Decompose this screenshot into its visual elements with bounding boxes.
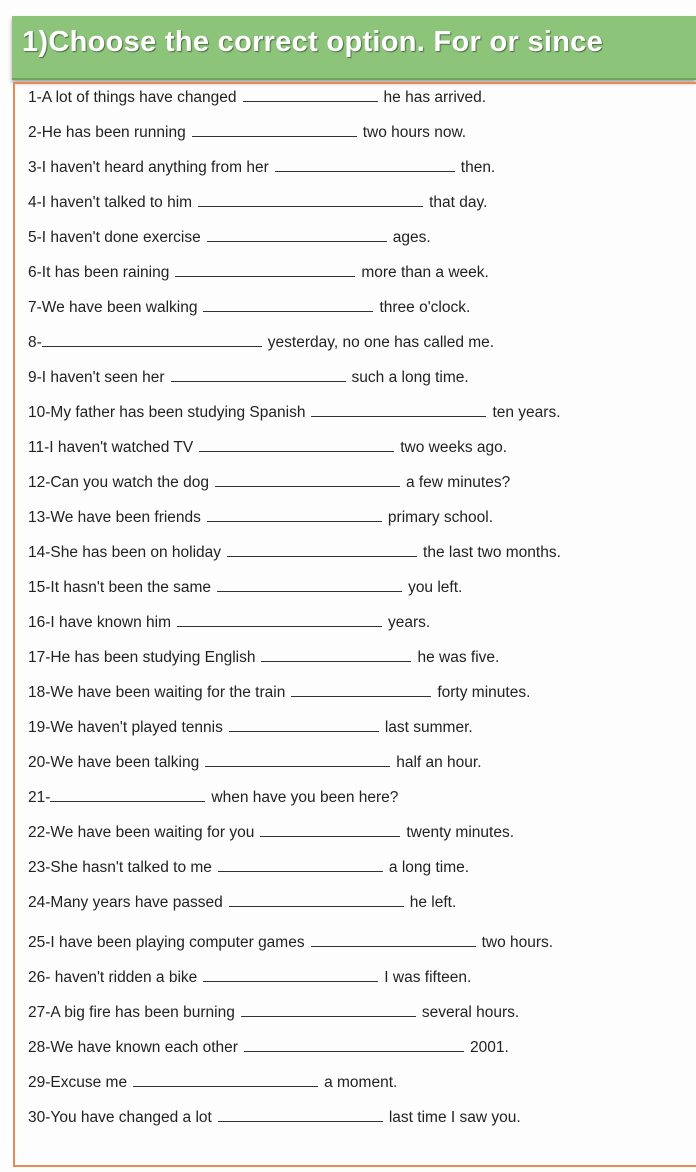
item-prompt: 14-She has been on holiday: [28, 544, 222, 561]
item-prompt: 15-It hasn't been the same: [28, 579, 212, 596]
exercise-item: [28, 1072, 397, 1093]
answer-blank[interactable]: [218, 1107, 383, 1122]
exercise-item: [28, 1002, 519, 1023]
item-prompt: 29-Excuse me: [28, 1074, 128, 1091]
item-prompt: 19-We haven't played tennis: [28, 719, 223, 736]
item-prompt: 9-I haven't seen her: [28, 369, 165, 386]
item-prompt: 20-We have been talking: [28, 754, 200, 771]
answer-blank[interactable]: [229, 892, 404, 907]
answer-blank[interactable]: [275, 157, 455, 172]
exercise-item: [28, 1107, 521, 1128]
item-prompt: 8-: [28, 334, 42, 351]
item-prompt: 10-My father has been studying Spanish: [28, 404, 306, 421]
answer-blank[interactable]: [42, 332, 262, 347]
exercise-item: [28, 472, 510, 493]
answer-blank[interactable]: [217, 577, 402, 592]
item-prompt: 25-I have been playing computer games: [28, 934, 305, 951]
item-continuation: yesterday, no one has called me.: [267, 334, 495, 351]
exercise-item: [28, 682, 530, 703]
item-continuation: a few minutes?: [405, 474, 511, 491]
answer-blank[interactable]: [311, 932, 476, 947]
answer-blank[interactable]: [207, 507, 382, 522]
item-prompt: 24-Many years have passed: [28, 894, 223, 911]
answer-blank[interactable]: [205, 752, 390, 767]
item-prompt: 21-: [28, 789, 51, 806]
exercise-item: [28, 332, 494, 353]
answer-blank[interactable]: [244, 1037, 464, 1052]
exercise-item: [28, 227, 431, 248]
item-continuation: twenty minutes.: [406, 824, 515, 841]
answer-blank[interactable]: [260, 822, 400, 837]
item-continuation: ten years.: [492, 404, 561, 421]
answer-blank[interactable]: [133, 1072, 318, 1087]
item-prompt: 30-You have changed a lot: [28, 1109, 212, 1126]
answer-blank[interactable]: [227, 542, 417, 557]
exercise-item: [28, 192, 487, 213]
item-continuation: primary school.: [387, 509, 494, 526]
item-continuation: then.: [460, 159, 496, 176]
item-continuation: 2001.: [469, 1039, 509, 1056]
item-continuation: such a long time.: [351, 369, 469, 386]
answer-blank[interactable]: [203, 967, 378, 982]
item-prompt: 3-I haven't heard anything from her: [28, 159, 269, 176]
item-prompt: 16-I have known him: [28, 614, 172, 631]
answer-blank[interactable]: [199, 437, 394, 452]
item-prompt: 28-We have known each other: [28, 1039, 238, 1056]
answer-blank[interactable]: [177, 612, 382, 627]
item-continuation: half an hour.: [396, 754, 482, 771]
exercise-item: [28, 612, 430, 633]
item-continuation: he has arrived.: [383, 89, 487, 106]
exercise-item: [28, 787, 398, 808]
exercise-item: [28, 542, 561, 563]
item-continuation: last time I saw you.: [388, 1109, 521, 1126]
exercise-item: [28, 157, 495, 178]
exercise-item: [28, 647, 499, 668]
exercise-item: [28, 437, 507, 458]
item-prompt: 5-I haven't done exercise: [28, 229, 201, 246]
exercise-item: [28, 402, 561, 423]
item-prompt: 13-We have been friends: [28, 509, 201, 526]
item-prompt: 4-I haven't talked to him: [28, 194, 193, 211]
answer-blank[interactable]: [175, 262, 355, 277]
exercise-item: [28, 507, 493, 528]
item-continuation: a long time.: [388, 859, 470, 876]
answer-blank[interactable]: [192, 122, 357, 137]
answer-blank[interactable]: [218, 857, 383, 872]
exercise-item: [28, 577, 462, 598]
exercise-item: [28, 122, 466, 143]
item-prompt: 6-It has been raining: [28, 264, 170, 281]
answer-blank[interactable]: [241, 1002, 416, 1017]
exercise-item: [28, 87, 486, 108]
item-continuation: he left.: [409, 894, 457, 911]
item-continuation: more than a week.: [361, 264, 489, 281]
exercise-item: [28, 822, 514, 843]
exercise-item: [28, 932, 553, 953]
item-prompt: 11-I haven't watched TV: [28, 439, 194, 456]
exercise-item: [28, 367, 469, 388]
exercise-item: [28, 752, 482, 773]
answer-blank[interactable]: [207, 227, 387, 242]
item-continuation: he was five.: [417, 649, 500, 666]
item-continuation: ages.: [392, 229, 431, 246]
answer-blank[interactable]: [243, 87, 378, 102]
item-prompt: 2-He has been running: [28, 124, 186, 141]
exercise-item: [28, 892, 456, 913]
answer-blank[interactable]: [203, 297, 373, 312]
item-continuation: a moment.: [324, 1074, 398, 1091]
title-banner: [12, 16, 696, 80]
item-continuation: when have you been here?: [211, 789, 399, 806]
answer-blank[interactable]: [229, 717, 379, 732]
item-prompt: 7-We have been walking: [28, 299, 198, 316]
page-title: 1)Choose the correct option. For or since: [22, 26, 604, 58]
item-prompt: 26- haven't ridden a bike: [28, 969, 198, 986]
item-continuation: three o'clock.: [379, 299, 471, 316]
answer-blank[interactable]: [261, 647, 411, 662]
item-continuation: two hours now.: [362, 124, 467, 141]
item-prompt: 1-A lot of things have changed: [28, 89, 237, 106]
item-prompt: 17-He has been studying English: [28, 649, 256, 666]
item-prompt: 18-We have been waiting for the train: [28, 684, 286, 701]
item-continuation: several hours.: [421, 1004, 520, 1021]
exercise-item: [28, 1037, 509, 1058]
answer-blank[interactable]: [291, 682, 431, 697]
item-continuation: that day.: [429, 194, 488, 211]
item-prompt: 23-She hasn't talked to me: [28, 859, 212, 876]
item-continuation: years.: [388, 614, 431, 631]
item-continuation: the last two months.: [423, 544, 561, 561]
item-continuation: forty minutes.: [437, 684, 531, 701]
exercise-item: [28, 717, 473, 738]
item-continuation: two weeks ago.: [400, 439, 508, 456]
answer-blank[interactable]: [171, 367, 346, 382]
item-continuation: you left.: [408, 579, 463, 596]
answer-blank[interactable]: [311, 402, 486, 417]
item-prompt: 12-Can you watch the dog: [28, 474, 209, 491]
exercise-item: [28, 857, 469, 878]
exercise-item: [28, 967, 471, 988]
item-continuation: last summer.: [384, 719, 473, 736]
item-prompt: 27-A big fire has been burning: [28, 1004, 235, 1021]
exercise-item: [28, 262, 489, 283]
item-prompt: 22-We have been waiting for you: [28, 824, 255, 841]
answer-blank[interactable]: [198, 192, 423, 207]
item-continuation: I was fifteen.: [384, 969, 472, 986]
answer-blank[interactable]: [50, 787, 205, 802]
exercise-item: [28, 297, 470, 318]
item-continuation: two hours.: [481, 934, 554, 951]
answer-blank[interactable]: [215, 472, 400, 487]
